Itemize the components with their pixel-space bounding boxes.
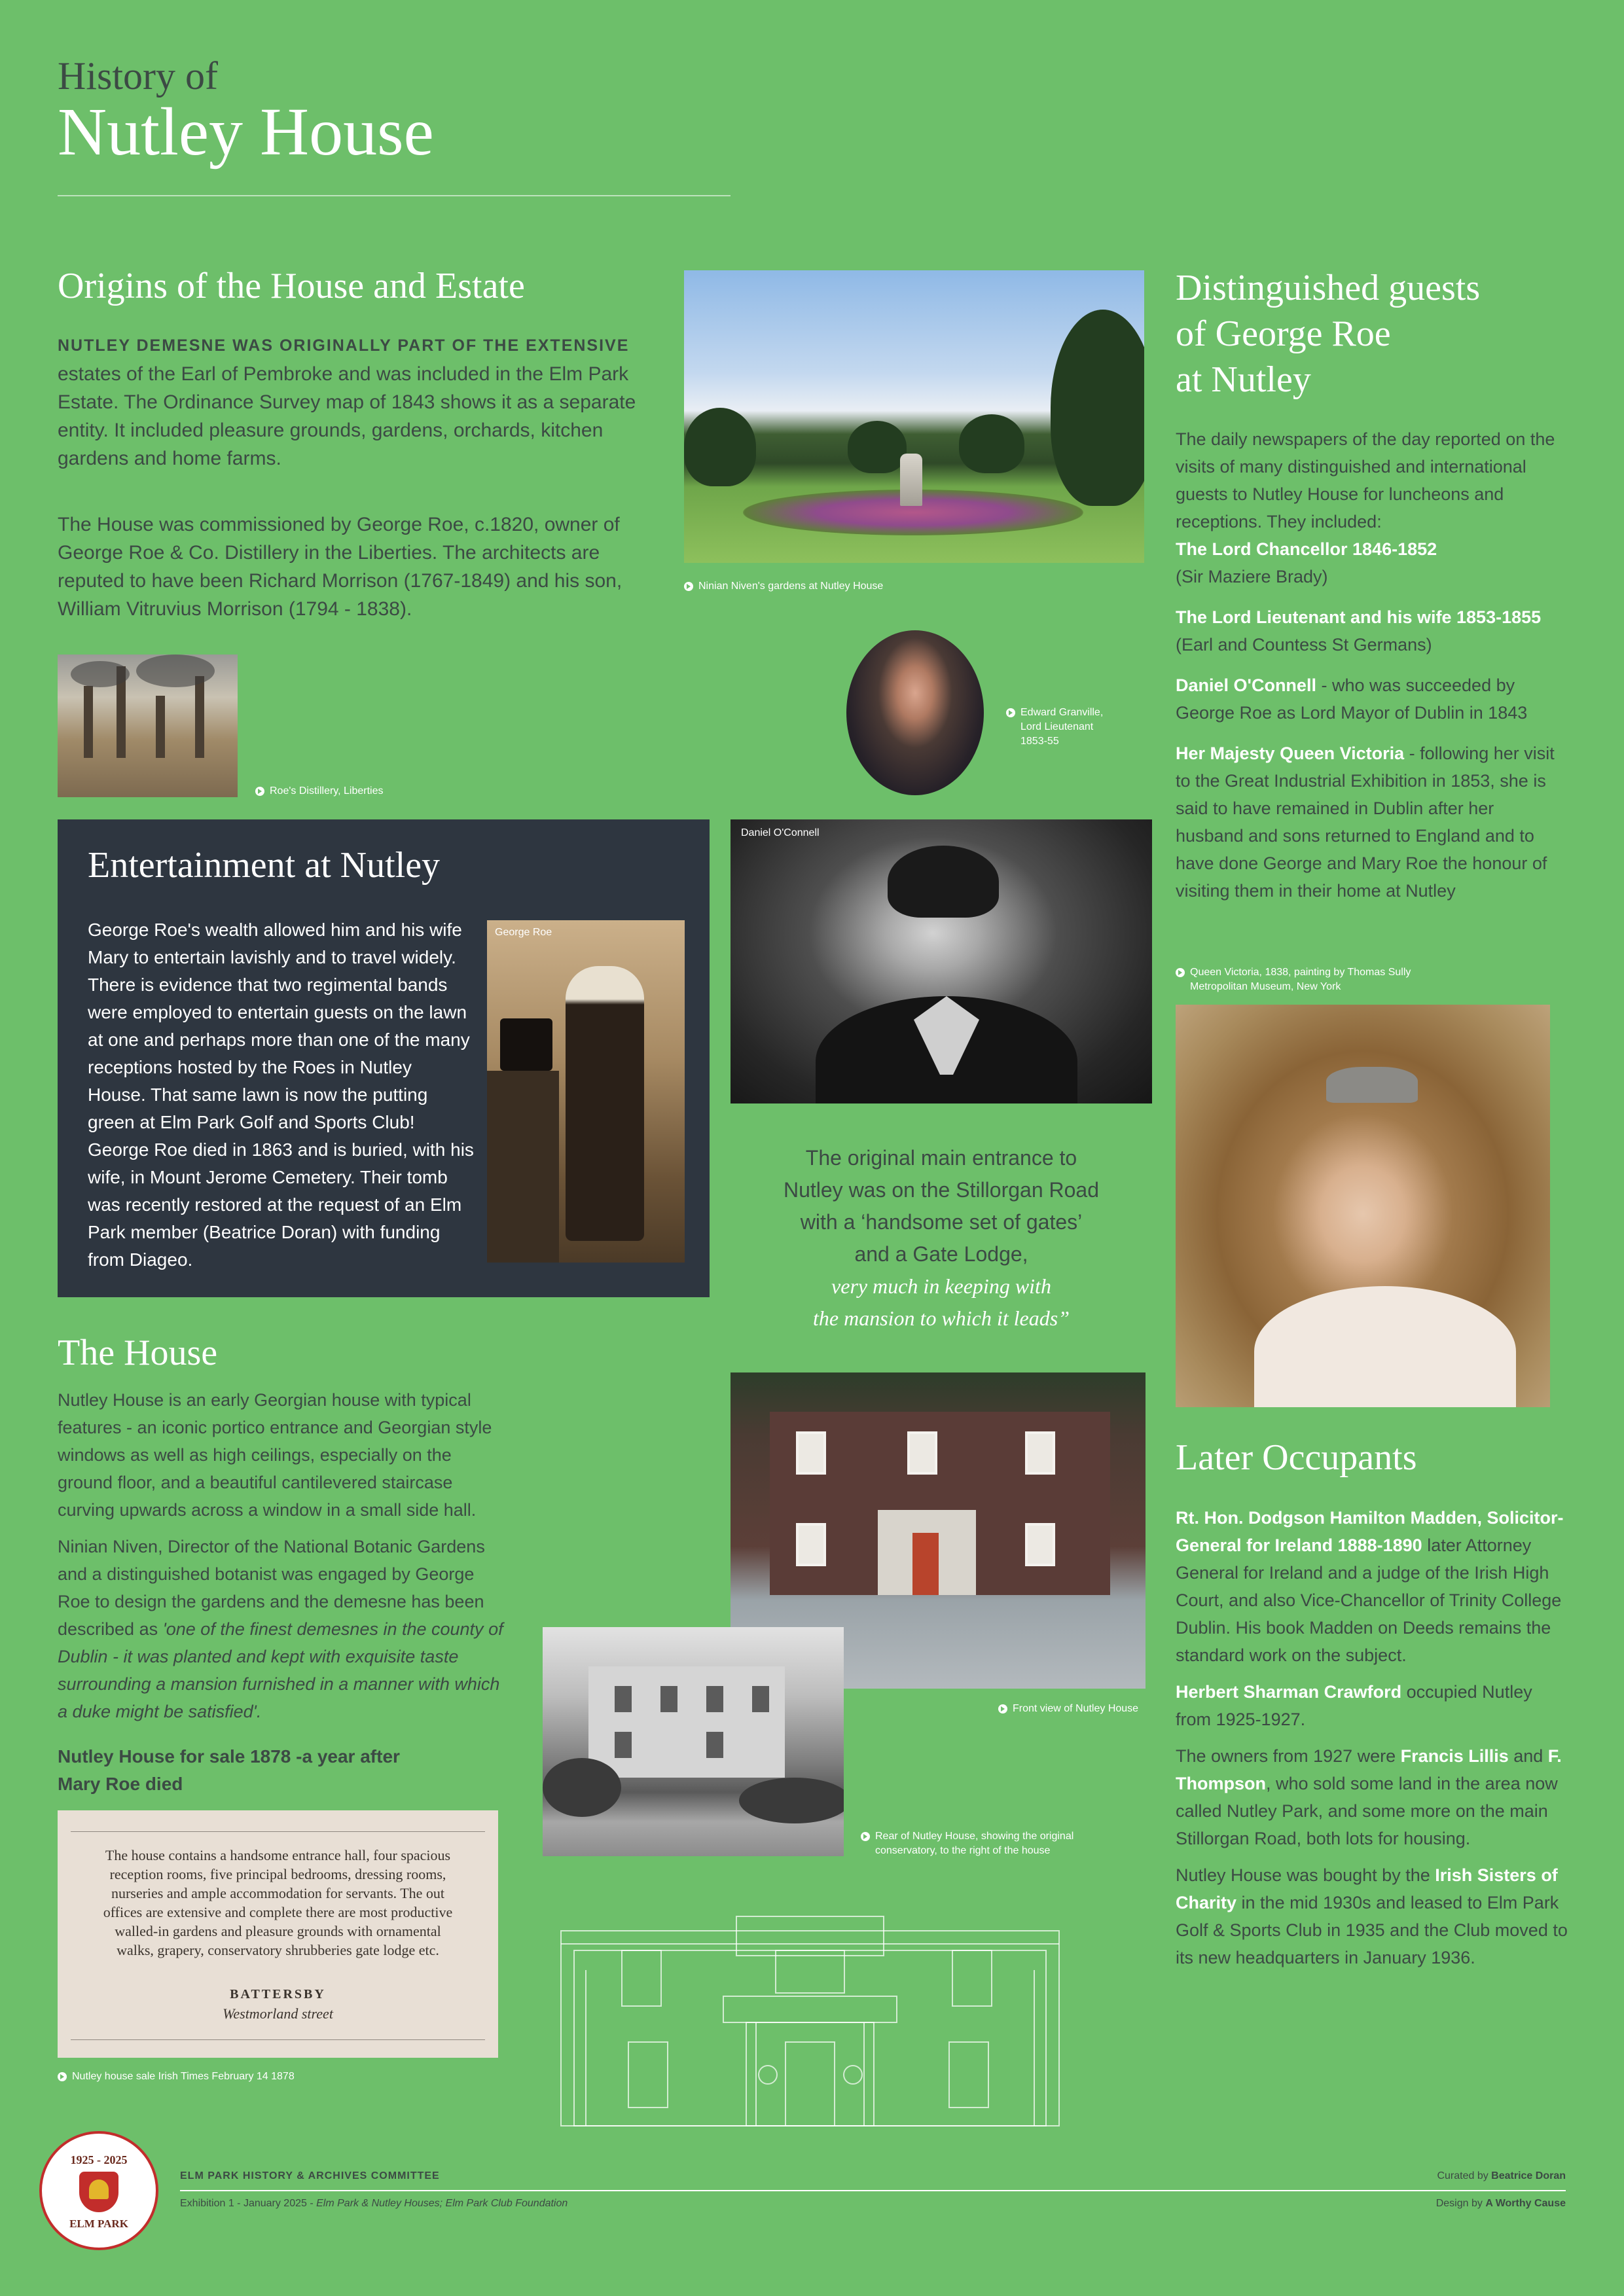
tree-icon bbox=[89, 2179, 109, 2199]
ad-street: Westmorland street bbox=[223, 2005, 333, 2022]
house-para-1: Nutley House is an early Georgian house with typical features - an iconic portico entrance and Georgian style windows as well as high ceilings, especially on the ground floor, and a beautiful cantilevered staircase curving upwards across a window in a small side hall. bbox=[58, 1390, 492, 1520]
guest-detail: - following her visit to the Great Industrial Exhibition in 1853, she is said to have remained in Dublin after her husband and sons returned to England and to have done George and Mary Roe the honour of visiting them in their home at Nutley bbox=[1176, 744, 1555, 901]
entertainment-body-para-1: George Roe's wealth allowed him and his wife Mary to entertain lavishly and to travel widely. There is evidence that two regimental bands were employed to entertain guests on the lawn at one and perhaps more than one of the many receptions hosted by the Roes in Nutley House. That same lawn is now the putting green at Elm Park Golf and Sports Club! bbox=[88, 920, 470, 1132]
caption-arrow-icon bbox=[861, 1832, 870, 1841]
origins-heading: Origins of the House and Estate bbox=[58, 266, 525, 306]
later-entry bbox=[1176, 1504, 1568, 1669]
design-label: Design by bbox=[1435, 2198, 1486, 2209]
house-para-2 bbox=[58, 1533, 509, 1725]
guest-detail: (Sir Maziere Brady) bbox=[1176, 567, 1328, 586]
occupant-detail: occupied Nutley from 1925-1927. bbox=[1176, 1682, 1532, 1729]
house-heading: The House bbox=[58, 1333, 218, 1373]
later-entry bbox=[1176, 1678, 1568, 1733]
front-caption bbox=[998, 1702, 1138, 1716]
quote-line: The original main entrance to bbox=[805, 1146, 1077, 1170]
origins-para-1-rest: estates of the Earl of Pembroke and was included in the Elm Park Estate. The Ordinance Survey map of 1843 shows it as a separate entity. It included pleasure grounds, gardens, orchards, kitchen gardens and home farms. bbox=[58, 363, 636, 469]
entertainment-body-para-2: George Roe died in 1863 and is buried, with his wife, in Mount Jerome Cemetery. Their tomb was recently restored at the request of an Elm Park member (Beatrice Doran) with funding from Diageo. bbox=[88, 1139, 474, 1270]
logo-years: 1925 - 2025 bbox=[70, 2153, 128, 2166]
distillery-caption bbox=[255, 784, 383, 798]
curated-by bbox=[1244, 2170, 1566, 2182]
occupant-name: Rt. Hon. Dodgson Hamilton Madden, Solicitor-General for Ireland 1888-1890 bbox=[1176, 1508, 1564, 1555]
quote-line: with a ‘handsome set of gates’ bbox=[800, 1210, 1083, 1234]
origins-para-2: The House was commissioned by George Roe, c.1820, owner of George Roe & Co. Distillery in the Liberties. The architects are reputed to have been Richard Morrison (1767-1849) and his son, William Vitruvius Morrison (1794 - 1838). bbox=[58, 514, 623, 620]
occupant-detail: The owners from 1927 were bbox=[1176, 1746, 1401, 1766]
ad-caption bbox=[58, 2070, 295, 2084]
sale-heading bbox=[58, 1743, 509, 1798]
house-para-2-text: Ninian Niven, Director of the National Botanic Gardens and a distinguished botanist was engaged by George Roe to design the gardens and the demesne has been described as bbox=[58, 1537, 485, 1639]
quote-line: and a Gate Lodge, bbox=[854, 1242, 1028, 1266]
caption-arrow-icon bbox=[58, 2072, 67, 2081]
ad-signoff: BATTERSBY bbox=[230, 1987, 326, 2001]
later-entry bbox=[1176, 1742, 1568, 1852]
quote-line: the mansion to which it leads” bbox=[813, 1306, 1070, 1330]
caption-arrow-icon bbox=[1176, 968, 1185, 977]
design-name: A Worthy Cause bbox=[1485, 2198, 1566, 2209]
house-para-2-quote: 'one of the finest demesnes in the county of Dublin - it was planted and kept with exquisite taste surrounding a mansion furnished in a manner with which a duke might be satisfied'. bbox=[58, 1619, 503, 1721]
guest-detail: - who was succeeded by George Roe as Lord Mayor of Dublin in 1843 bbox=[1176, 675, 1528, 723]
guests-heading-line: Distinguished guests bbox=[1176, 268, 1481, 308]
granville-caption bbox=[1006, 706, 1103, 749]
george-roe-caption: George Roe bbox=[495, 927, 552, 938]
caption-arrow-icon bbox=[255, 787, 264, 796]
victoria-caption-line: Queen Victoria, 1838, painting by Thomas Sully bbox=[1190, 967, 1411, 978]
design-by bbox=[1244, 2198, 1566, 2210]
occupant-detail: , who sold some land in the area now called Nutley Park, and some more on the main Stillorgan Road, both lots for housing. bbox=[1176, 1774, 1558, 1848]
origins-lead-caps: NUTLEY DEMESNE WAS ORIGINALLY PART OF THE EXTENSIVE bbox=[58, 336, 630, 355]
front-caption-text: Front view of Nutley House bbox=[1013, 1703, 1139, 1714]
granville-caption-line: 1853-55 bbox=[1020, 736, 1059, 747]
page-subtitle: History of bbox=[58, 54, 218, 98]
sale-heading-line: Nutley House for sale 1878 -a year after bbox=[58, 1746, 400, 1767]
later-list bbox=[1176, 1504, 1568, 1971]
guest-entry bbox=[1176, 672, 1555, 726]
distillery-image bbox=[58, 655, 238, 797]
occupant-name: Francis Lillis bbox=[1400, 1746, 1509, 1766]
committee-name: ELM PARK HISTORY & ARCHIVES COMMITTEE bbox=[180, 2170, 440, 2181]
george-roe-photo bbox=[487, 920, 685, 1263]
granville-caption-line: Lord Lieutenant bbox=[1020, 721, 1094, 732]
quote-line: very much in keeping with bbox=[831, 1274, 1051, 1298]
guest-name: Daniel O'Connell bbox=[1176, 675, 1316, 695]
exhibition-label: Exhibition 1 - January 2025 - bbox=[180, 2198, 317, 2209]
guest-detail: (Earl and Countess St Germans) bbox=[1176, 635, 1432, 655]
logo-name: ELM PARK bbox=[69, 2217, 128, 2230]
guest-name: The Lord Lieutenant and his wife 1853-1855 bbox=[1176, 607, 1542, 627]
occupant-name: F. Thompson bbox=[1176, 1746, 1562, 1793]
exhibition-title: Elm Park & Nutley Houses; Elm Park Club Foundation bbox=[316, 2198, 568, 2209]
footer-divider bbox=[180, 2190, 1566, 2191]
page-title: Nutley House bbox=[58, 94, 434, 170]
later-heading: Later Occupants bbox=[1176, 1437, 1417, 1478]
guest-entry bbox=[1176, 740, 1555, 905]
gardens-caption bbox=[684, 579, 883, 594]
guests-heading-line: of George Roe bbox=[1176, 314, 1391, 354]
caption-arrow-icon bbox=[1006, 708, 1015, 717]
occupant-detail: later Attorney General for Ireland and a judge of the Irish High Court, and also Vice-Chancellor of Trinity College Dublin. His book Madden on Deeds remains the standard work on the subject. bbox=[1176, 1535, 1562, 1665]
later-entry bbox=[1176, 1861, 1568, 1971]
oconnell-portrait bbox=[731, 819, 1152, 1103]
sale-advertisement bbox=[58, 1810, 498, 2058]
quote-line: Nutley was on the Stillorgan Road bbox=[783, 1178, 1100, 1202]
exhibition-info bbox=[180, 2198, 568, 2210]
ad-caption-text: Nutley house sale Irish Times February 14 1878 bbox=[72, 2071, 295, 2082]
occupant-detail: in the mid 1930s and leased to Elm Park Golf & Sports Club in 1935 and the Club moved to its new headquarters in January 1936. bbox=[1176, 1893, 1568, 1967]
elm-park-logo bbox=[39, 2131, 158, 2250]
granville-caption-line: Edward Granville, bbox=[1020, 707, 1104, 718]
occupant-detail: Nutley House was bought by the bbox=[1176, 1865, 1435, 1885]
guest-name: Her Majesty Queen Victoria bbox=[1176, 744, 1405, 763]
occupant-detail: and bbox=[1508, 1746, 1548, 1766]
occupant-name: Irish Sisters of Charity bbox=[1176, 1865, 1558, 1912]
gardens-caption-text: Ninian Niven's gardens at Nutley House bbox=[698, 581, 884, 592]
guests-heading bbox=[1176, 265, 1480, 403]
occupant-name: Herbert Sharman Crawford bbox=[1176, 1682, 1402, 1702]
victoria-caption-line: Metropolitan Museum, New York bbox=[1190, 981, 1341, 992]
entertainment-body bbox=[88, 916, 474, 1274]
origins-para-1 bbox=[58, 331, 647, 473]
header-divider bbox=[58, 195, 731, 196]
oconnell-caption: Daniel O'Connell bbox=[741, 827, 820, 838]
guests-heading-line: at Nutley bbox=[1176, 359, 1311, 400]
victoria-caption bbox=[1176, 965, 1411, 994]
rear-caption-line: Rear of Nutley House, showing the original bbox=[875, 1831, 1074, 1842]
queen-victoria-portrait bbox=[1176, 1005, 1550, 1407]
granville-portrait bbox=[846, 630, 984, 795]
curated-name: Beatrice Doran bbox=[1491, 2170, 1566, 2181]
guests-intro: The daily newspapers of the day reported on the visits of many distinguished and international guests to Nutley House for luncheons and receptions. They included: bbox=[1176, 429, 1555, 531]
entrance-quote bbox=[731, 1142, 1152, 1335]
rear-caption bbox=[861, 1829, 1074, 1858]
guest-entry bbox=[1176, 603, 1555, 658]
rear-caption-line: conservatory, to the right of the house bbox=[875, 1845, 1051, 1856]
entertainment-heading: Entertainment at Nutley bbox=[88, 845, 441, 886]
gardens-image bbox=[684, 270, 1144, 563]
caption-arrow-icon bbox=[684, 582, 693, 591]
rear-view-photo bbox=[543, 1627, 844, 1856]
guests-list bbox=[1176, 425, 1555, 905]
ad-text: The house contains a handsome entrance hall, four spacious reception rooms, five principal bedrooms, dressing rooms, nurseries and ample accommodation for servants. The out offices are extensive and complete there are most productive walled-in gardens and pleasure grounds with ornamental walks, grapery, conservatory shrubberies gate lodge etc. bbox=[103, 1847, 453, 1958]
distillery-caption-text: Roe's Distillery, Liberties bbox=[270, 785, 384, 797]
sale-heading-line: Mary Roe died bbox=[58, 1774, 183, 1794]
house-line-drawing bbox=[560, 1911, 1060, 2127]
curated-label: Curated by bbox=[1437, 2170, 1492, 2181]
caption-arrow-icon bbox=[998, 1704, 1007, 1713]
guest-name: The Lord Chancellor 1846-1852 bbox=[1176, 539, 1437, 559]
